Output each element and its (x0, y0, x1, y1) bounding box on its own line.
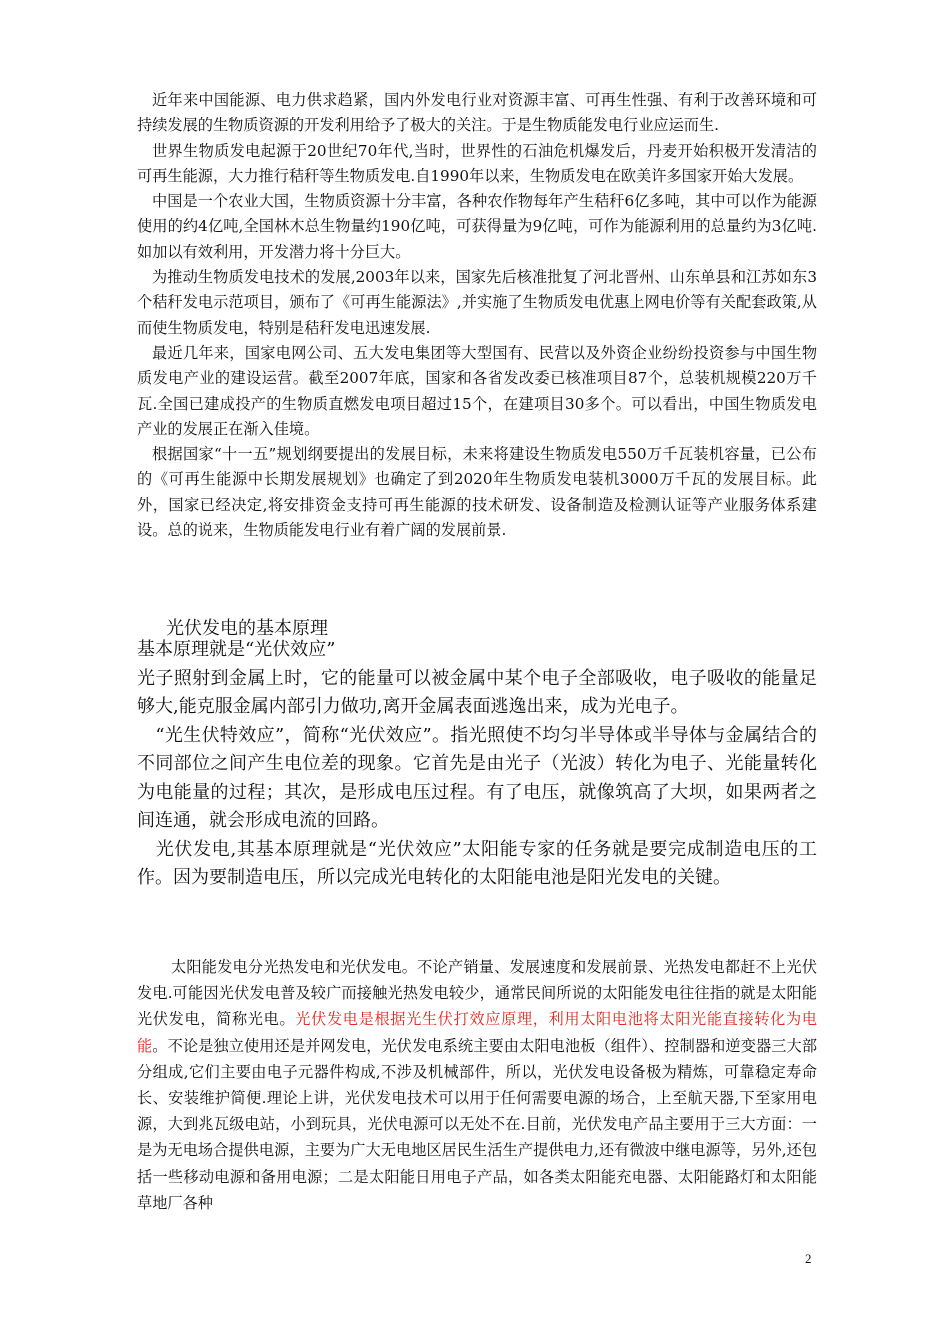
intro-paragraph-3: 中国是一个农业大国，生物质资源十分丰富，各种农作物每年产生秸秆6亿多吨，其中可以作为能源使用的约4亿吨,全国林木总生物量约190亿吨，可获得量为9亿吨，可作为能源利用的总量约为3亿吨.如加以有效利用，开发潜力将十分巨大。 (137, 192, 817, 261)
solar-highlight-text: 光伏发电是根据光生伏打效应原理，利用太阳电池将太阳光能直接转化为电能 (137, 1010, 818, 1055)
solar-text-before: 太阳能发电分光热发电和光伏发电。不论产销量、发展速度和发展前景、光热发电都赶不上光伏发电.可能因光伏发电普及较广而接触光热发电较少，通常民间所说的太阳能发电往往指的就是太阳能光伏发电，简称光电。 (137, 958, 817, 1029)
pv-line-4: 光伏发电,其基本原理就是“光伏效应”太阳能专家的任务就是要完成制造电压的工作。因为要制造电压，所以完成光电转化的太阳能电池是阳光发电的关键。 (137, 838, 817, 888)
pv-line-2: 光子照射到金属上时，它的能量可以被金属中某个电子全部吸收，电子吸收的能量足够大,能克服金属内部引力做功,离开金属表面逃逸出来，成为光电子。 (137, 667, 817, 717)
solar-section (137, 954, 817, 1216)
intro-section (137, 88, 817, 543)
intro-paragraph-1: 近年来中国能源、电力供求趋紧，国内外发电行业对资源丰富、可再生性强、有利于改善环境和可持续发展的生物质资源的开发利用给予了极大的关注。于是生物质能发电行业应运而生. (137, 91, 817, 135)
solar-text-after: 。不论是独立使用还是并网发电，光伏发电系统主要由太阳电池板（组件）、控制器和逆变器三大部分组成,它们主要由电子元器件构成,不涉及机械部件，所以，光伏发电设备极为精炼，可靠稳定寿命长、安装维护简便.理论上讲，光伏发电技术可以用于任何需要电源的场合，上至航天器,下至家用电源，大到兆瓦级电站，小到玩具，光伏电源可以无处不在.目前，光伏发电产品主要用于三大方面：一是为无电场合提供电源，主要为广大无电地区居民生活生产提供电力,还有微波中继电源等，另外,还包括一些移动电源和备用电源；二是太阳能日用电子产品，如各类太阳能充电器、太阳能路灯和太阳能草地厂各种 (137, 1036, 818, 1212)
pv-section-title: 光伏发电的基本原理 (166, 618, 328, 639)
intro-paragraph-6: 根据国家“十一五”规划纲要提出的发展目标，未来将建设生物质发电550万千瓦装机容量，已公布的《可再生能源中长期发展规划》也确定了到2020年生物质发电装机3000万千瓦的发展目标。此外，国家已经决定,将安排资金支持可再生能源的技术研发、设备制造及检测认证等产业服务体系建设。总的说来，生物质能发电行业有着广阔的发展前景. (137, 445, 817, 540)
page-number: 2 (805, 1251, 812, 1266)
intro-paragraph-5: 最近几年来，国家电网公司、五大发电集团等大型国有、民营以及外资企业纷纷投资参与中国生物质发电产业的建设运营。截至2007年底，国家和各省发改委已核准项目87个，总装机规模220万千瓦.全国已建成投产的生物质直燃发电项目超过15个，在建项目30多个。可以看出，中国生物质发电产业的发展正在渐入佳境。 (137, 343, 817, 438)
solar-paragraph (137, 954, 817, 1216)
intro-paragraph-2: 世界生物质发电起源于20世纪70年代,当时，世界性的石油危机爆发后，丹麦开始积极开发清洁的可再生能源，大力推行秸秆等生物质发电.自1990年以来，生物质发电在欧美许多国家开始大发展。 (137, 141, 817, 185)
pv-principle-section (137, 636, 817, 893)
pv-line-3: “光生伏特效应”，简称“光伏效应”。指光照使不均匀半导体或半导体与金属结合的不同部位之间产生电位差的现象。它首先是由光子（光波）转化为电子、光能量转化为电能量的过程；其次，是形成电压过程。有了电压，就像筑高了大坝，如果两者之间连通，就会形成电流的回路。 (137, 724, 817, 831)
pv-line-1: 基本原理就是“光伏效应” (137, 639, 336, 660)
intro-paragraph-4: 为推动生物质发电技术的发展,2003年以来，国家先后核准批复了河北晋州、山东单县和江苏如东3个秸秆发电示范项目，颁布了《可再生能源法》,并实施了生物质发电优惠上网电价等有关配套政策,从而使生物质发电，特别是秸秆发电迅速发展. (137, 268, 817, 337)
